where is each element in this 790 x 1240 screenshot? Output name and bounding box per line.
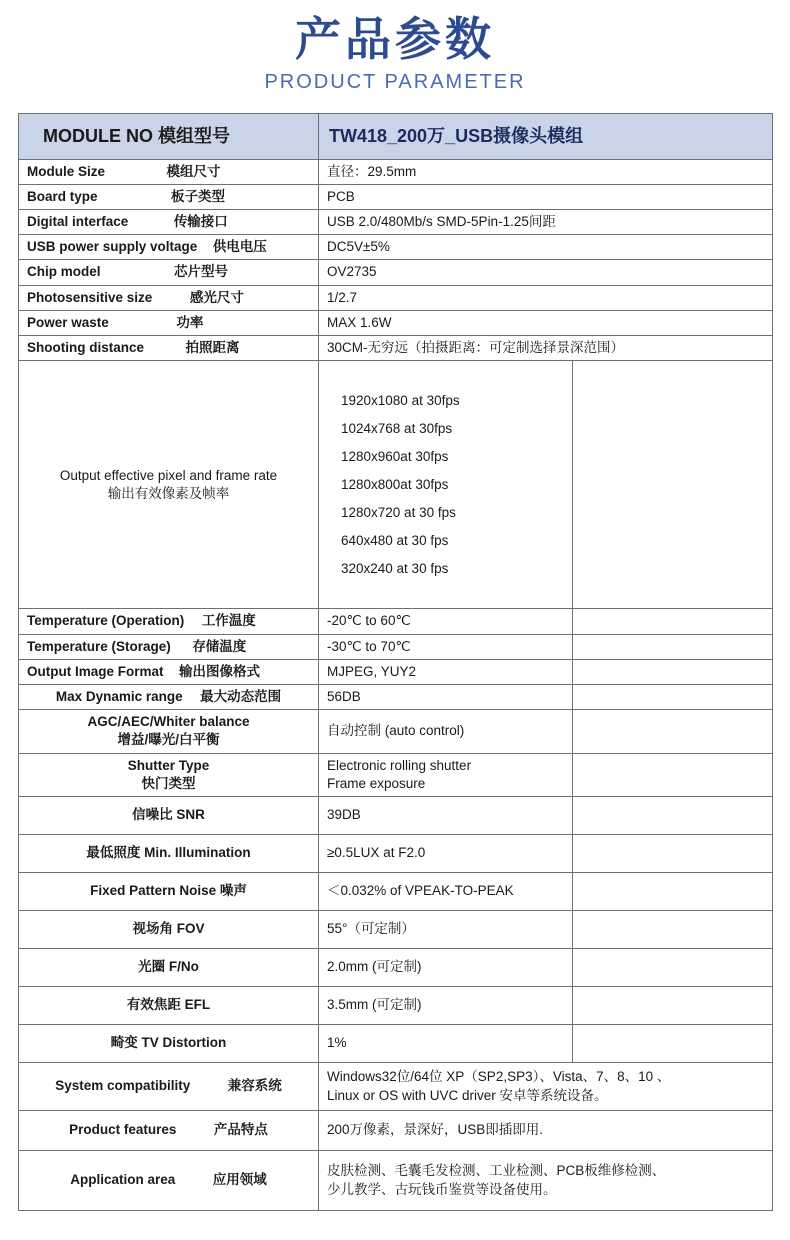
resolution-spacer-cell xyxy=(573,361,773,609)
row-label xyxy=(19,285,319,310)
row-label-en: System compatibility xyxy=(55,1078,191,1094)
resolution-label-cn: 输出有效像素及帧率 xyxy=(107,485,230,501)
row-spacer-cell xyxy=(573,987,773,1025)
row-label-cn: 应用领域 xyxy=(212,1172,267,1188)
row-label-cn: 传输接口 xyxy=(173,214,228,230)
row-label-cn: 供电电压 xyxy=(212,239,267,255)
table-row xyxy=(19,873,773,911)
table-row xyxy=(19,1063,773,1111)
resolution-item: 1280x960at 30fps xyxy=(341,448,449,464)
row-label xyxy=(19,685,319,710)
row-label xyxy=(19,1063,319,1111)
row-label xyxy=(19,659,319,684)
row-spacer-cell xyxy=(573,835,773,873)
row-value: 1% xyxy=(319,1025,573,1063)
row-value: -20℃ to 60℃ xyxy=(319,609,573,634)
row-label-cn: 最大动态范围 xyxy=(200,689,282,704)
row-spacer-cell xyxy=(573,1025,773,1063)
row-spacer-cell xyxy=(573,797,773,835)
row-label-en: Power waste xyxy=(27,314,109,330)
table-row xyxy=(19,609,773,634)
row-value: MJPEG, YUY2 xyxy=(319,659,573,684)
table-row xyxy=(19,797,773,835)
resolution-label xyxy=(19,361,319,609)
table-row xyxy=(19,634,773,659)
row-label-cn: 拍照距离 xyxy=(185,340,240,356)
row-label: 光圈 F/No xyxy=(19,949,319,987)
row-value: 1/2.7 xyxy=(319,285,773,310)
table-row xyxy=(19,336,773,361)
table-row xyxy=(19,285,773,310)
row-label-cn: 板子类型 xyxy=(171,188,226,204)
resolution-row xyxy=(19,361,773,609)
row-label xyxy=(19,609,319,634)
row-label-line1: Shutter Type xyxy=(127,757,210,773)
row-label xyxy=(19,159,319,184)
row-label-line2: 快门类型 xyxy=(141,775,196,791)
row-value: PCB xyxy=(319,184,773,209)
row-value: 39DB xyxy=(319,797,573,835)
table-row xyxy=(19,1151,773,1211)
table-row xyxy=(19,1025,773,1063)
page-header xyxy=(18,0,772,94)
row-spacer-cell xyxy=(573,873,773,911)
row-label-en: Digital interface xyxy=(27,214,129,230)
row-label-en: Application area xyxy=(70,1172,176,1188)
row-value: 2.0mm (可定制) xyxy=(319,949,573,987)
row-label xyxy=(19,184,319,209)
row-label xyxy=(19,1151,319,1211)
table-row xyxy=(19,753,773,796)
row-label xyxy=(19,336,319,361)
table-row xyxy=(19,210,773,235)
row-spacer-cell xyxy=(573,911,773,949)
row-label-line1: AGC/AEC/Whiter balance xyxy=(87,714,250,730)
table-row xyxy=(19,159,773,184)
row-label-en: Max Dynamic range xyxy=(55,689,183,704)
row-label-en: Photosensitive size xyxy=(27,289,153,305)
row-value-line2: Linux or OS with UVC driver 安卓等系统设备。 xyxy=(327,1087,608,1103)
row-label xyxy=(19,634,319,659)
row-value-line2: 少儿教学、古玩钱币鉴赏等设备使用。 xyxy=(327,1181,557,1197)
row-label: 视场角 FOV xyxy=(19,911,319,949)
row-label-cn: 兼容系统 xyxy=(227,1078,282,1094)
module-no-value: TW418_200万_USB摄像头模组 xyxy=(319,113,773,159)
row-label-en: Product features xyxy=(69,1122,177,1138)
row-value-line2: Frame exposure xyxy=(327,775,426,791)
row-value: 56DB xyxy=(319,685,573,710)
table-row xyxy=(19,260,773,285)
row-spacer-cell xyxy=(573,949,773,987)
row-label-cn: 感光尺寸 xyxy=(189,289,244,305)
row-label: 畸变 TV Distortion xyxy=(19,1025,319,1063)
row-label-cn: 产品特点 xyxy=(213,1122,268,1138)
row-label: 信噪比 SNR xyxy=(19,797,319,835)
row-label-cn: 功率 xyxy=(176,314,204,330)
row-value: 直径：29.5mm xyxy=(319,159,773,184)
row-spacer-cell xyxy=(573,659,773,684)
table-row xyxy=(19,911,773,949)
row-value: DC5V±5% xyxy=(319,235,773,260)
row-value xyxy=(319,753,573,796)
row-label xyxy=(19,210,319,235)
specification-table xyxy=(18,113,773,1212)
page-title-en: PRODUCT PARAMETER xyxy=(264,70,526,93)
row-value: ≥0.5LUX at F2.0 xyxy=(319,835,573,873)
module-no-label: MODULE NO 模组型号 xyxy=(19,113,319,159)
resolution-item: 1280x720 at 30 fps xyxy=(341,504,456,520)
row-spacer-cell xyxy=(573,753,773,796)
table-row xyxy=(19,949,773,987)
row-label: 最低照度 Min. Illumination xyxy=(19,835,319,873)
row-value: USB 2.0/480Mb/s SMD-5Pin-1.25间距 xyxy=(319,210,773,235)
row-value: MAX 1.6W xyxy=(319,310,773,335)
row-spacer-cell xyxy=(573,685,773,710)
resolution-label-en: Output effective pixel and frame rate xyxy=(59,467,278,483)
row-value xyxy=(319,1063,773,1111)
resolution-item: 1024x768 at 30fps xyxy=(341,421,453,436)
row-value: ＜0.032% of VPEAK-TO-PEAK xyxy=(319,873,573,911)
row-label-line2: 增益/曝光/白平衡 xyxy=(117,732,220,748)
row-label: 有效焦距 EFL xyxy=(19,987,319,1025)
row-label-cn: 存储温度 xyxy=(192,638,247,654)
resolution-item: 640x480 at 30 fps xyxy=(341,532,449,548)
row-value: 55°（可定制） xyxy=(319,911,573,949)
row-label-en: USB power supply voltage xyxy=(27,239,198,255)
row-label xyxy=(19,260,319,285)
row-value: -30℃ to 70℃ xyxy=(319,634,573,659)
row-value: 30CM-无穷远（拍摄距离：可定制选择景深范围） xyxy=(319,336,773,361)
row-label-en: Shooting distance xyxy=(27,340,145,356)
row-value: OV2735 xyxy=(319,260,773,285)
table-row xyxy=(19,1111,773,1151)
row-label xyxy=(19,1111,319,1151)
row-label-cn: 工作温度 xyxy=(201,613,256,629)
row-label-en: Output Image Format xyxy=(27,663,164,679)
row-label: Fixed Pattern Noise 噪声 xyxy=(19,873,319,911)
table-row xyxy=(19,235,773,260)
row-value-line1: Windows32位/64位 XP（SP2,SP3）、Vista、7、8、10 、 xyxy=(327,1069,671,1085)
table-row xyxy=(19,685,773,710)
resolution-item: 1920x1080 at 30fps xyxy=(341,393,460,409)
resolution-item: 1280x800at 30fps xyxy=(341,476,449,492)
row-value xyxy=(319,1151,773,1211)
row-label-en: Temperature (Operation) xyxy=(27,613,185,629)
row-value-line1: 皮肤检测、毛囊毛发检测、工业检测、PCB板维修检测、 xyxy=(327,1163,666,1179)
table-header-row xyxy=(19,113,773,159)
row-value: 自动控制 (auto control) xyxy=(319,710,573,753)
row-value: 3.5mm (可定制) xyxy=(319,987,573,1025)
row-label-en: Temperature (Storage) xyxy=(27,638,171,654)
page-title-cn: 产品参数 xyxy=(295,12,495,66)
row-label-cn: 模组尺寸 xyxy=(166,163,221,179)
table-row xyxy=(19,835,773,873)
row-spacer-cell xyxy=(573,634,773,659)
row-label-en: Module Size xyxy=(27,163,106,179)
row-spacer-cell xyxy=(573,609,773,634)
row-value-line1: Electronic rolling shutter xyxy=(327,757,472,773)
row-label xyxy=(19,710,319,753)
table-row xyxy=(19,310,773,335)
table-row xyxy=(19,987,773,1025)
row-label-en: Chip model xyxy=(27,264,101,280)
resolution-list xyxy=(319,361,573,609)
row-label-cn: 芯片型号 xyxy=(174,264,229,280)
row-label xyxy=(19,235,319,260)
row-label xyxy=(19,310,319,335)
row-spacer-cell xyxy=(573,710,773,753)
row-label-en: Board type xyxy=(27,188,98,204)
row-label-cn: 输出图像格式 xyxy=(179,663,261,679)
table-row xyxy=(19,184,773,209)
row-label xyxy=(19,753,319,796)
table-row xyxy=(19,659,773,684)
resolution-item: 320x240 at 30 fps xyxy=(341,560,449,576)
table-row xyxy=(19,710,773,753)
row-value: 200万像素，景深好，USB即插即用. xyxy=(319,1111,773,1151)
